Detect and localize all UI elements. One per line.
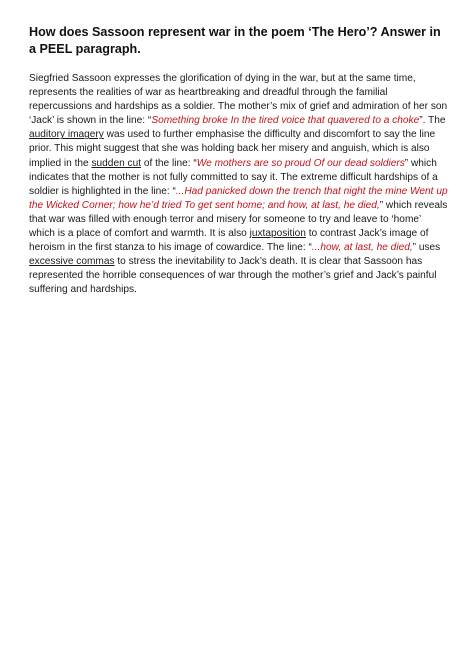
question-heading: How does Sassoon represent war in the poem ‘The Hero’? Answer in a PEEL paragraph. <box>29 25 441 56</box>
term-juxtaposition: juxtaposition <box>249 228 306 240</box>
paragraph-text: ” uses <box>412 242 441 254</box>
paragraph-text: Siegfried Sassoon expresses the glorification of dying in the war, but at the same time, represents the realities of war as heartbreaking and dreadful through the familial repercussions and hardships as a soldier. The mother’s mix of grief and admiration of her son ‘Jack’ is shown in the line: “ <box>29 73 448 127</box>
paragraph-text: ”. The <box>419 115 446 127</box>
paragraph-text: ” which reveals that war was filled with enough terror and misery for someone to try and leave to ‘home’ which is a place of comfort and warmth. It is also <box>29 199 448 240</box>
peel-paragraph <box>29 72 449 298</box>
paragraph-text: to stress the inevitability to Jack’s death. It is clear that Sassoon has represented the horrible consequences of war through the mother’s grief and Jack’s painful suffering and hardships. <box>29 256 437 296</box>
paragraph-text: to contrast Jack’s image of heroism in the first stanza to his image of cowardice. The line: “ <box>29 228 429 254</box>
quote-we-mothers: We mothers are so proud Of our dead soldiers <box>196 157 405 169</box>
paragraph-text: of the line: “ <box>141 157 197 169</box>
quote-something-broke: Something broke In the tired voice that quavered to a choke <box>151 115 420 127</box>
paragraph-text: ” which indicates that the mother is not fully committed to say it. The extreme difficult hardships of a soldier is highlighted in the line: “ <box>29 157 438 197</box>
paragraph-text: was used to further emphasise the difficulty and discomfort to say the line prior. This might suggest that she was holding back her misery and anguish, which is also implied in the <box>29 129 436 169</box>
term-auditory-imagery: auditory imagery <box>29 129 104 141</box>
quote-had-panicked: ...Had panicked down the trench that night the mine Went up the Wicked Corner; how he’d tried To get sent home; and how, at last, he died, <box>29 185 448 211</box>
term-excessive-commas: excessive commas <box>29 256 115 268</box>
quote-how-at-last: ...how, at last, he died, <box>311 242 413 254</box>
term-sudden-cut: sudden cut <box>91 157 142 169</box>
